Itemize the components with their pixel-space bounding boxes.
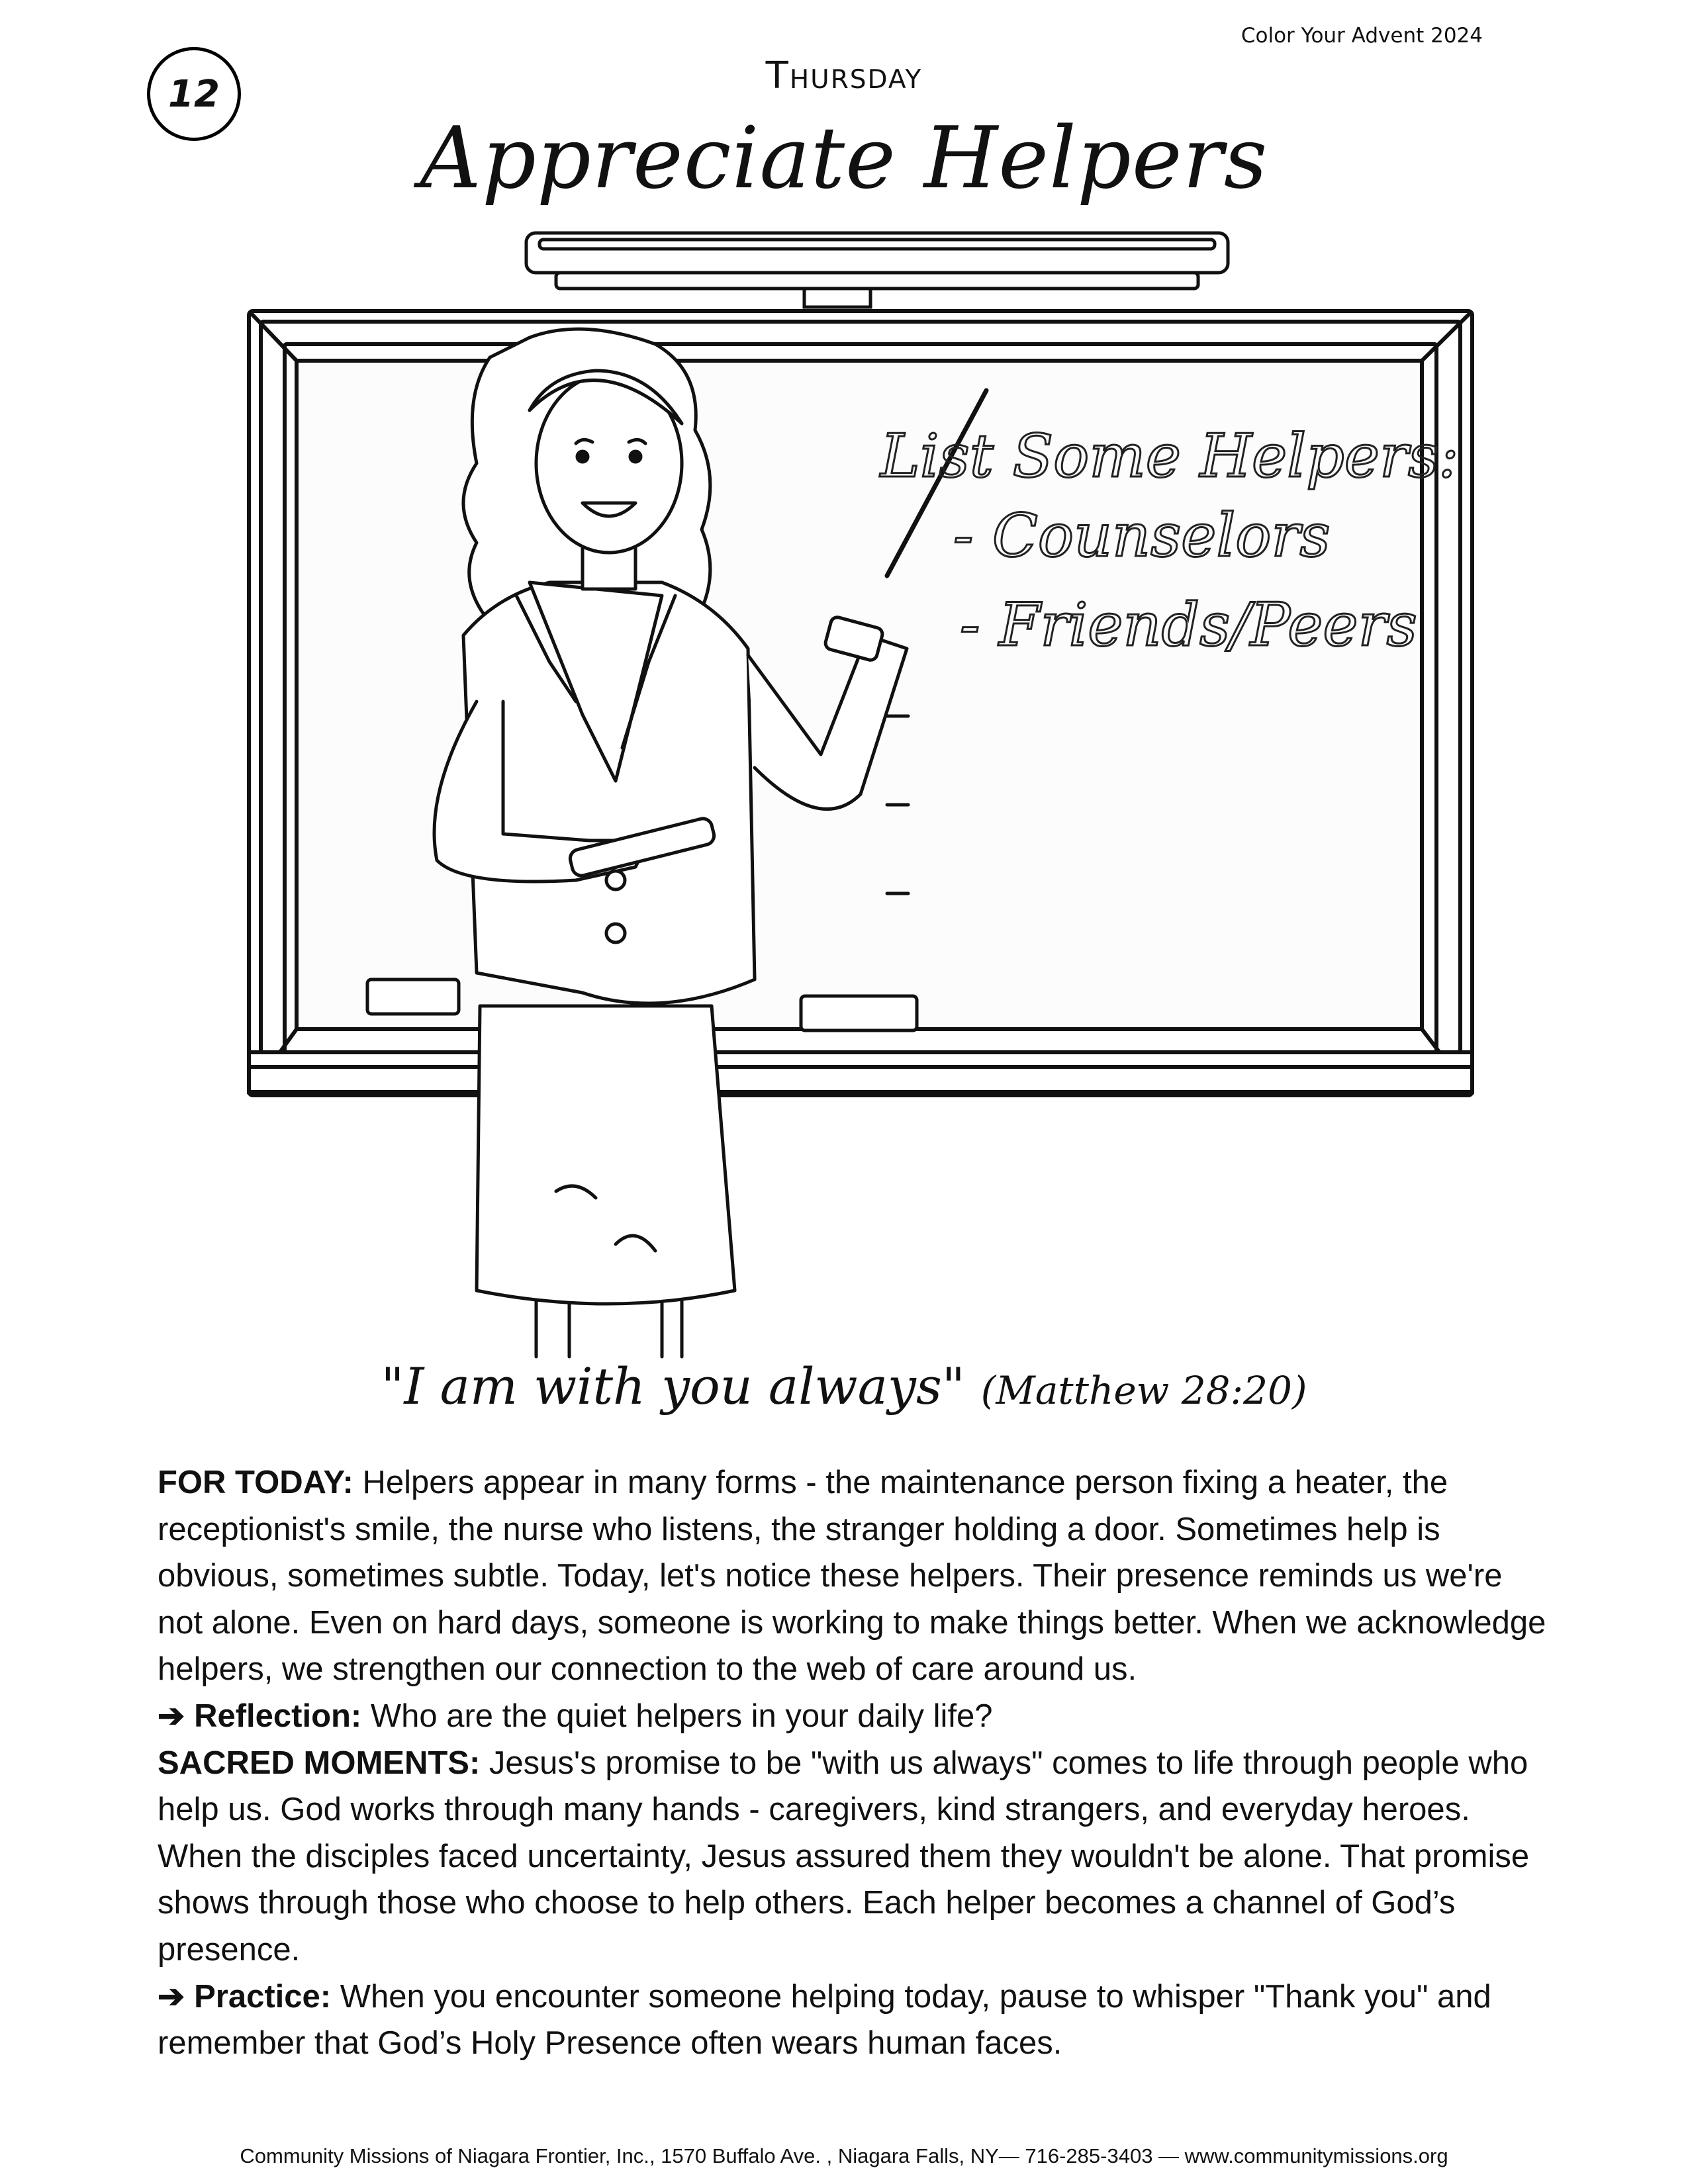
day-number: 12	[168, 72, 220, 116]
scripture-verse	[0, 1357, 1688, 1416]
practice-paragraph	[158, 1974, 1554, 2067]
sacred-moments-label: SACRED MOMENTS:	[158, 1745, 481, 1781]
practice-text: When you encounter someone helping today, pause to whisper "Thank you" and remember that God’s Holy Presence often wears human faces.	[158, 1978, 1491, 2062]
weekday-label: Thursday	[765, 54, 923, 97]
verse-reference: (Matthew 28:20)	[980, 1368, 1307, 1413]
verse-quote: "I am with you always"	[381, 1357, 965, 1416]
footer-contact: Community Missions of Niagara Frontier, Inc., 1570 Buffalo Ave. , Niagara Falls, NY— 716-285-3403 — www.communitymissions.org	[240, 2144, 1448, 2167]
map-rail	[526, 233, 1228, 307]
chalkboard-heading: List Some Helpers:	[880, 422, 1459, 491]
arrow-icon: ➔	[158, 1698, 185, 1734]
for-today-paragraph	[158, 1459, 1554, 1693]
chalkboard-item-1: - Counselors	[953, 501, 1331, 570]
for-today-label: FOR TODAY:	[158, 1465, 353, 1500]
practice-label: Practice:	[194, 1978, 332, 2015]
reflection-label: Reflection:	[194, 1698, 362, 1734]
page-title: Appreciate Helpers	[420, 109, 1268, 208]
reflection-text: Who are the quiet helpers in your daily life?	[370, 1698, 993, 1734]
reflection-paragraph	[158, 1693, 1554, 1740]
sacred-moments-paragraph	[158, 1740, 1554, 1974]
chalkboard-item-2: - Friends/Peers	[960, 590, 1417, 660]
arrow-icon: ➔	[158, 1978, 185, 2015]
for-today-text: Helpers appear in many forms - the maintenance person fixing a heater, the receptionist's smile, the nurse who listens, the stranger holding a door. Sometimes help is obvious, sometimes subtle. Today, let's notice these helpers. Their presence reminds us we're not alone. Even on hard days, someone is working to make things better. When we acknowledge helpers, we strengthen our connection to the web of care around us.	[158, 1465, 1546, 1688]
devotional-body	[158, 1459, 1554, 2067]
sacred-moments-text: Jesus's promise to be "with us always" comes to life through people who help us. God works through many hands - caregivers, kind strangers, and everyday heroes. When the disciples faced uncertainty, Jesus assured them they wouldn't be alone. That promise shows through those who choose to help others. Each helper becomes a channel of God’s presence.	[158, 1745, 1530, 1968]
series-label: Color Your Advent 2024	[1241, 24, 1483, 48]
